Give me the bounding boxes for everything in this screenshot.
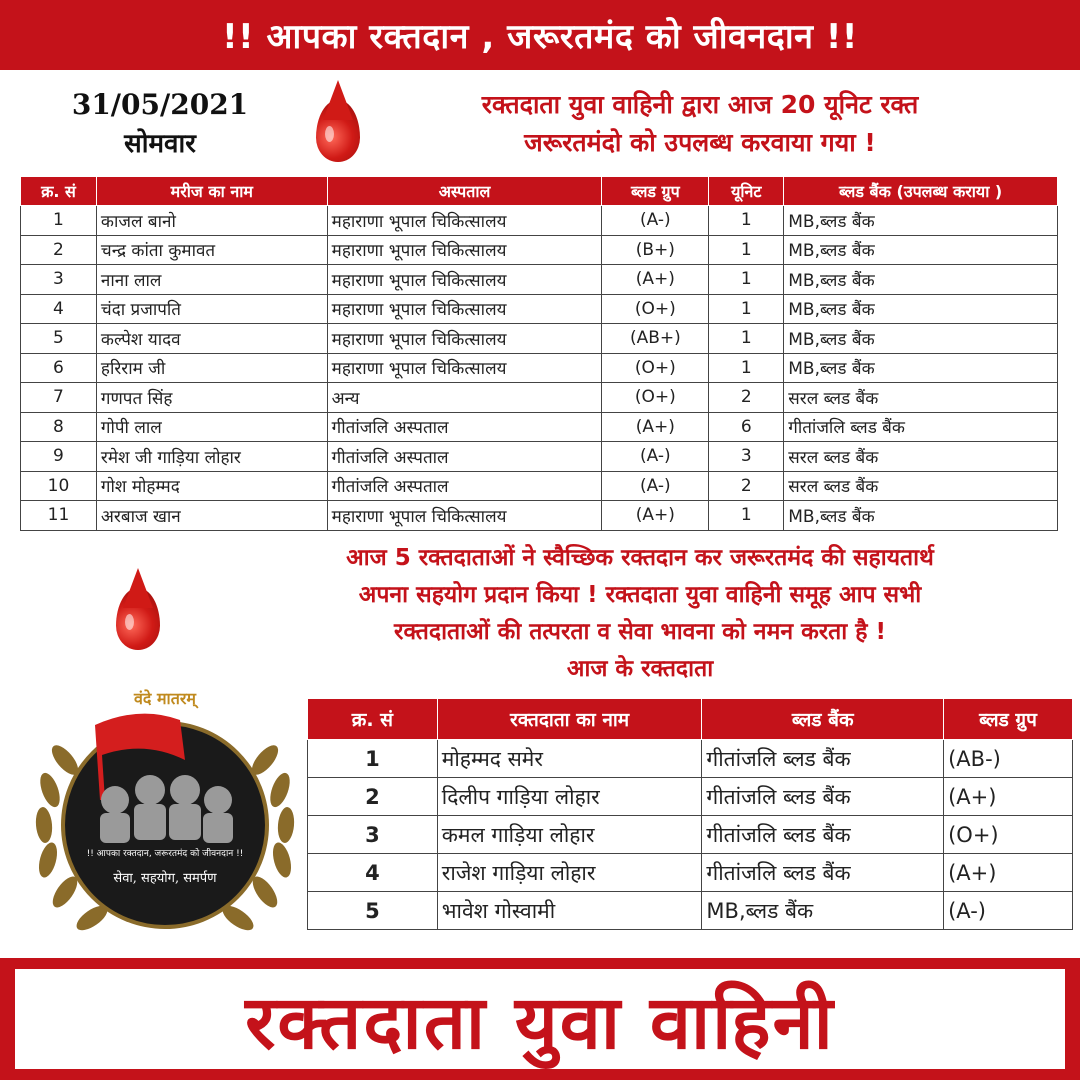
cell-blood-group: (O+) [602, 294, 709, 324]
table-row [21, 412, 1058, 442]
cell-serial: 2 [21, 235, 97, 265]
cell-blood-bank: MB,ब्लड बैंक [784, 294, 1058, 324]
patients-table [20, 176, 1058, 531]
cell-patient-name: रमेश जी गाड़िया लोहार [96, 442, 327, 472]
headline-line-1: रक्तदाता युवा वाहिनी द्वारा आज 20 यूनिट रक्त [481, 90, 919, 119]
donors-table [307, 698, 1073, 930]
table-row [308, 892, 1073, 930]
cell-hospital: महाराणा भूपाल चिकित्सालय [327, 353, 602, 383]
cell-blood-group: (AB-) [944, 740, 1073, 778]
cell-blood-bank: गीतांजलि ब्लड बैंक [702, 816, 944, 854]
cell-blood-group: (A-) [602, 442, 709, 472]
cell-serial: 1 [308, 740, 438, 778]
table-row [21, 471, 1058, 501]
table-row [308, 854, 1073, 892]
cell-blood-group: (A+) [944, 854, 1073, 892]
col-header-blood-bank: ब्लड बैंक [702, 699, 944, 740]
cell-blood-bank: MB,ब्लड बैंक [784, 265, 1058, 295]
cell-serial: 3 [21, 265, 97, 295]
cell-hospital: महाराणा भूपाल चिकित्सालय [327, 206, 602, 236]
cell-units: 1 [709, 294, 784, 324]
cell-serial: 5 [21, 324, 97, 354]
cell-units: 1 [709, 353, 784, 383]
cell-units: 3 [709, 442, 784, 472]
table-row [308, 740, 1073, 778]
organization-logo [20, 650, 310, 950]
cell-blood-bank: गीतांजलि ब्लड बैंक [702, 740, 944, 778]
cell-units: 2 [709, 471, 784, 501]
logo-slogan: !! आपका रक्तदान, जरूरतमंद को जीवनदान !! [86, 849, 244, 859]
logo-motto: सेवा, सहयोग, समर्पण [113, 871, 217, 886]
cell-hospital: महाराणा भूपाल चिकित्सालय [327, 324, 602, 354]
table-row [21, 324, 1058, 354]
cell-patient-name: हरिराम जी [96, 353, 327, 383]
cell-hospital: गीतांजलि अस्पताल [327, 471, 602, 501]
cell-blood-bank: MB,ब्लड बैंक [784, 206, 1058, 236]
cell-patient-name: गोपी लाल [96, 412, 327, 442]
cell-patient-name: चंदा प्रजापति [96, 294, 327, 324]
cell-hospital: अन्य [327, 383, 602, 413]
cell-serial: 3 [308, 816, 438, 854]
donors-heading: आज के रक्तदाता [566, 656, 714, 682]
blood-drop-icon [116, 588, 160, 650]
blood-drop-icon [316, 100, 360, 162]
cell-donor-name: दिलीप गाड़िया लोहार [437, 778, 702, 816]
cell-serial: 10 [21, 471, 97, 501]
cell-units: 1 [709, 324, 784, 354]
col-header-serial: क्र. सं [308, 699, 438, 740]
cell-patient-name: अरबाज खान [96, 501, 327, 531]
cell-blood-bank: गीतांजलि ब्लड बैंक [702, 854, 944, 892]
cell-serial: 4 [308, 854, 438, 892]
col-header-blood-group: ब्लड ग्रुप [944, 699, 1073, 740]
cell-serial: 2 [308, 778, 438, 816]
table-row [21, 442, 1058, 472]
headline [360, 86, 1040, 162]
cell-hospital: महाराणा भूपाल चिकित्सालय [327, 265, 602, 295]
cell-hospital: महाराणा भूपाल चिकित्सालय [327, 501, 602, 531]
cell-serial: 1 [21, 206, 97, 236]
cell-units: 1 [709, 206, 784, 236]
table-row [21, 501, 1058, 531]
cell-units: 2 [709, 383, 784, 413]
table-row [21, 206, 1058, 236]
cell-patient-name: कल्पेश यादव [96, 324, 327, 354]
bottom-banner [0, 958, 1080, 1080]
col-header-patient-name: मरीज का नाम [96, 177, 327, 206]
cell-blood-group: (A-) [602, 206, 709, 236]
cell-blood-bank: MB,ब्लड बैंक [784, 235, 1058, 265]
cell-serial: 9 [21, 442, 97, 472]
cell-blood-group: (A+) [944, 778, 1073, 816]
cell-blood-bank: MB,ब्लड बैंक [784, 501, 1058, 531]
cell-units: 1 [709, 501, 784, 531]
cell-blood-bank: सरल ब्लड बैंक [784, 442, 1058, 472]
cell-serial: 8 [21, 412, 97, 442]
cell-serial: 11 [21, 501, 97, 531]
cell-patient-name: गणपत सिंह [96, 383, 327, 413]
table-row [21, 383, 1058, 413]
date-block [60, 86, 260, 164]
patients-table-header [21, 177, 1058, 206]
cell-serial: 4 [21, 294, 97, 324]
cell-units: 6 [709, 412, 784, 442]
cell-patient-name: चन्द्र कांता कुमावत [96, 235, 327, 265]
col-header-blood-group: ब्लड ग्रुप [602, 177, 709, 206]
donor-paragraph-line-2: अपना सहयोग प्रदान किया ! रक्तदाता युवा वाहिनी समूह आप सभी [358, 582, 922, 608]
date: 31/05/2021 [71, 88, 249, 121]
cell-donor-name: राजेश गाड़िया लोहार [437, 854, 702, 892]
cell-units: 1 [709, 235, 784, 265]
table-row [21, 235, 1058, 265]
headline-line-2: जरूरतमंदो को उपलब्ध करवाया गया ! [524, 128, 876, 157]
cell-blood-group: (O+) [602, 383, 709, 413]
cell-patient-name: नाना लाल [96, 265, 327, 295]
cell-blood-bank: गीतांजलि ब्लड बैंक [784, 412, 1058, 442]
cell-blood-bank: सरल ब्लड बैंक [784, 471, 1058, 501]
table-row [308, 778, 1073, 816]
cell-patient-name: काजल बानो [96, 206, 327, 236]
cell-blood-group: (A+) [602, 501, 709, 531]
donors-table-header [308, 699, 1073, 740]
table-row [21, 265, 1058, 295]
cell-donor-name: कमल गाड़िया लोहार [437, 816, 702, 854]
cell-blood-bank: MB,ब्लड बैंक [784, 324, 1058, 354]
cell-hospital: गीतांजलि अस्पताल [327, 412, 602, 442]
cell-blood-group: (A-) [602, 471, 709, 501]
cell-blood-group: (AB+) [602, 324, 709, 354]
table-row [308, 816, 1073, 854]
cell-blood-group: (A-) [944, 892, 1073, 930]
col-header-hospital: अस्पताल [327, 177, 602, 206]
col-header-serial: क्र. सं [21, 177, 97, 206]
cell-blood-bank: MB,ब्लड बैंक [702, 892, 944, 930]
logo-top-text: वंदे मातरम् [134, 689, 196, 708]
col-header-donor-name: रक्तदाता का नाम [437, 699, 702, 740]
table-row [21, 353, 1058, 383]
cell-blood-bank: सरल ब्लड बैंक [784, 383, 1058, 413]
top-banner-text: !! आपका रक्तदान , जरूरतमंद को जीवनदान !! [222, 17, 858, 57]
cell-blood-group: (O+) [602, 353, 709, 383]
cell-donor-name: मोहम्मद समेर [437, 740, 702, 778]
cell-hospital: महाराणा भूपाल चिकित्सालय [327, 294, 602, 324]
donor-paragraph [210, 540, 1070, 688]
cell-blood-group: (A+) [602, 412, 709, 442]
donor-paragraph-line-3: रक्तदाताओं की तत्परता व सेवा भावना को नमन करता है ! [394, 619, 886, 645]
cell-patient-name: गोश मोहम्मद [96, 471, 327, 501]
donor-paragraph-line-1: आज 5 रक्तदाताओं ने स्वैच्छिक रक्तदान कर जरूरतमंद की सहायतार्थ [346, 545, 934, 571]
col-header-blood-bank: ब्लड बैंक (उपलब्ध कराया ) [784, 177, 1058, 206]
day: सोमवार [124, 129, 196, 159]
top-banner [0, 0, 1080, 70]
cell-serial: 6 [21, 353, 97, 383]
cell-units: 1 [709, 265, 784, 295]
cell-serial: 7 [21, 383, 97, 413]
cell-hospital: गीतांजलि अस्पताल [327, 442, 602, 472]
cell-donor-name: भावेश गोस्वामी [437, 892, 702, 930]
cell-blood-group: (B+) [602, 235, 709, 265]
cell-serial: 5 [308, 892, 438, 930]
bottom-banner-text: रक्तदाता युवा वाहिनी [15, 969, 1065, 1069]
cell-hospital: महाराणा भूपाल चिकित्सालय [327, 235, 602, 265]
cell-blood-bank: MB,ब्लड बैंक [784, 353, 1058, 383]
col-header-units: यूनिट [709, 177, 784, 206]
table-row [21, 294, 1058, 324]
cell-blood-group: (O+) [944, 816, 1073, 854]
cell-blood-bank: गीतांजलि ब्लड बैंक [702, 778, 944, 816]
cell-blood-group: (A+) [602, 265, 709, 295]
